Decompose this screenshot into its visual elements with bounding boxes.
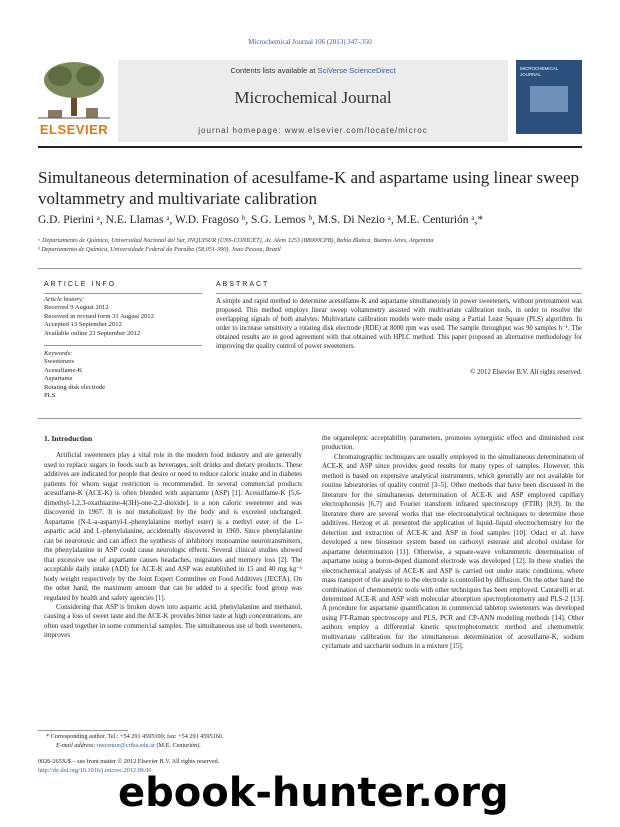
contents-prefix: Contents lists available at [230,66,318,75]
email-line [56,742,201,749]
history-item: Received in revised form 31 August 2012 [44,312,154,320]
intro-paragraph: Considering that ASP is broken down into aspartic acid, phenylalanine and methanol, causing a loss of sweet taste and the ACE-K provides bitter taste at high concentrations, are often used together in some commercial samples. The simultaneous use of both sweeteners, improves [44,602,302,640]
abstract-rule [216,293,582,294]
intro-heading: 1. Introduction [44,434,93,443]
affiliation-a: ᵃ Departamento de Química, Universidad Nacional del Sur, INQUISUR (UNS-CONICET), Av. Alem 1253 (B8000CPB), Bahía Blanca, Buenos Aires, Argentina [38,237,434,244]
keywords-label: Keywords: [44,350,73,357]
email-suffix: (M.E. Centurión). [154,742,201,749]
journal-title: Microchemical Journal [234,88,392,107]
author-list: G.D. Pierini ᵃ, N.E. Llamas ᵃ, W.D. Fragoso ᵇ, S.G. Lemos ᵇ, M.S. Di Nezio ᵃ, M.E. Centurión ᵃ,* [38,214,484,226]
section-rule [38,268,582,269]
history-item: Available online 23 September 2012 [44,329,141,337]
intro-paragraph: the organoleptic acceptability parameters, promotes synergistic effect and diminished cost production. [322,434,584,452]
keyword: Aspartame [44,375,73,383]
cover-image [530,86,568,112]
contents-line [118,66,508,75]
elsevier-wordmark: ELSEVIER [39,122,109,137]
keyword: PLS [44,392,56,400]
journal-citation[interactable]: Microchemical Journal 106 (2013) 347–350 [248,38,372,46]
intro-paragraph: Chromatographic techniques are usually employed in the simultaneous determination of ACE-K and ASP since provides good results for many types of samples. However, this method is based on expensive analytical instruments, which generally are not available for routine laboratories of quality control [3–5]. Other methods that have been discussed in the literature for the simultaneous determination of ACE-K and ASP employed capillary electrophoresis [6,7] and Fourier transform infrared spectroscopy (FTIR) [8,9]. In the literature there are several works that use electroanalytical techniques to determine these additives. Herzog et al. presented the application of liquid–liquid electrochemistry for the detection and extraction of ACE-K and ASP in food samples [10]. Odaci et al. have developed a new biosensor system based on carboxyl esterase and alcohol oxidase for aspartame determination [11]. Otherwise, a square-wave voltammetric determination of aspartame using a boron-doped diamond electrode was developed [12]. In these studies the electrochemical analysis of ACE-K and ASP is carried out under static conditions, where mass transport of the analyte to the electrode is controlled by diffusion. On the other hand the combination of chemometric tools with other techniques has been employed. Cantarelli et al. determined ACE-K and ASP with molecular absorption spectrophotometry and PLS-2 [13]. A procedure for aspartame quantification in commercial tabletop sweeteners was developed using FT-Raman spectroscopy and PLS, PCR and CP-ANN modeling methods [14]. Other authors employ a differential kinetic spectrophotometric method and chemometric multivariate calibration for the simultaneous determination of acesulfame-K, sodium cyclamate and saccharin sodium in a mixture [15]. [322,452,584,651]
watermark: ebook-hunter.org [118,770,509,816]
affiliation-b: ᵇ Departamento de Química, Universidade Federal da Paraíba (58.051-390), Joao Pessoa, Brazil [38,246,281,253]
intro-paragraph: Artificial sweeteners play a vital role in the modern food industry and are generally used to replace sugars in foods such as beverages, soft drinks and dietary products. These additives are indicated for people that desire or need to reduce caloric intake and in diabetes patients for whom sugar restriction is recommended. In several commercial products acesulfame-K (ACE-K) is often blended with aspartame (ASP) [1]. Acesulfame-K [5,6-dimethyl-1,2,3-oxathiazine-4(3H)-one-2,2-dioxide], is a non caloric sweetener and was discovered in 1967. It is not metabolized by the body and is excreted unchanged. Aspartame (N-L-a-aspartyl-L-phenylalanine methyl ester) is a methyl ester of the L-aspartic acid and L-phenylalanine, accidentally discovered in 1969. Since phenylalanine can be neurotoxic and can affect the synthesis of inhibitory monoamine neurotransmitters, the phenylalanine in ASP could cause neurologic effects. Several clinical studies showed that excessive use of aspartame causes headaches, migraines and memory loss [2]. The acceptable daily intake (ADI) for ACE-K and ASP was established in 15 and 40 mg kg⁻¹ body weight respectively by the Joint Expert Committee on Food Additives (JECFA). On the other hand, the maximum amount that can be added to a specific food group was regulated by health and safety agencies [1]. [44,451,302,602]
keyword: Acesulfame-K [44,366,83,374]
keyword: Sweeteners [44,358,75,366]
article-title-line1: Simultaneous determination of acesulfame-K and aspartame using linear sweep [38,168,579,187]
article-title-line2: voltammetry and multivariate calibration [38,189,317,208]
keywords [44,350,204,400]
intro-right-column [322,434,584,652]
body-rule [38,418,582,419]
email-prefix: E-mail address: [56,742,98,749]
corresponding-author-note: * Corresponding author. Tel.: +54 291 4595100; fax: +54 291 4595160. [46,733,224,740]
sciencedirect-link[interactable]: SciVerse ScienceDirect [317,66,396,75]
abstract-heading: ABSTRACT [216,281,270,288]
issn-line: 0026-265X/$ – see front matter © 2012 Elsevier B.V. All rights reserved. [38,758,220,765]
email-link[interactable]: mecentur@criba.edu.ar [97,742,155,749]
abstract-copyright: © 2012 Elsevier B.V. All rights reserved. [470,369,582,376]
history-label: Article history: [44,296,85,303]
doi-text[interactable]: http://dx.doi.org/10.1016/j.microc.2012.09.00 [38,767,152,774]
history-item: Accepted 13 September 2012 [44,321,122,329]
abstract-text: A simple and rapid method to determine acesulfame-K and aspartame simultaneously in power sweeteners, without pretreatment was proposed. This method employs linear sweep voltammetry assisted with multivariate calibration tools, in order to resolve the overlapping signals of both analytes. Multivariate calibration models were made using a Partial Least Square (PLS) algorithm. In order to increase sensitivity a rotating disk electrode (RDE) at 8000 rpm was used. The sample throughput was 90 samples h⁻¹. The obtained results are in good agreement with that obtained with HPLC method. This paper proposed an alternative methodology for improving the quality control of power sweeteners. [216,298,582,351]
cover-title: MICROCHEMICAL JOURNAL [520,66,559,77]
history-item: Received 9 August 2012 [44,304,109,312]
journal-homepage[interactable]: journal homepage: www.elsevier.com/locate/microc [198,126,428,135]
keywords-rule [44,345,202,346]
article-info-heading: ARTICLE INFO [44,281,117,288]
article-info-rule [44,293,202,294]
keyword: Rotating disk electrode [44,383,106,391]
header-rule [38,146,582,148]
footnote-rule [38,730,128,731]
intro-left-column [44,434,302,641]
article-title [38,167,582,209]
article-history [44,296,204,338]
